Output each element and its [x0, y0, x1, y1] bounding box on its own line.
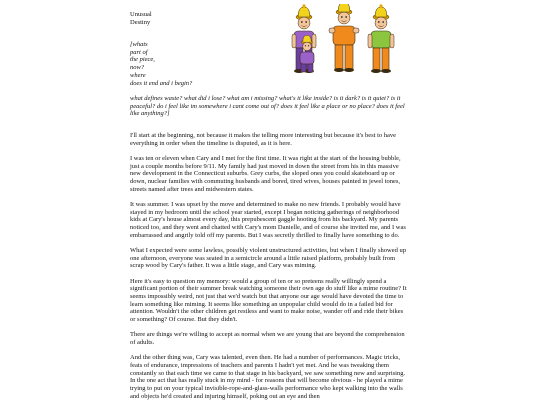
story-paragraph: I was ten or eleven when Cary and I met for the first time. It was right at the start of the housing bubble, just a couple months before 9/11. My family had just moved in down the street from his in this massive new development in the Connecticut suburbs. Grey curbs, the sloped ones you could skateboard up or down, nuclear families with commuting husbands and bored, tired wives, houses painted in jewel tones, streets named after trees and midwestern states. [130, 154, 401, 193]
mime-figure-right [368, 4, 394, 73]
story-page [130, 11, 410, 400]
verse-line: now? [130, 64, 145, 72]
verse-line: does it end and i begin? [130, 79, 193, 87]
verse-block [130, 41, 192, 87]
story-paragraph: Here it's easy to question my memory: would a group of ten or so preteens really willingly spend a significant portion of their summer break watching someone their own age do stuff like a mime routine? It seems impossibly weird, not just that we'd watch but that anyone our age would have devoted the time to learn something like miming. It seems like something an unpopular child would do in a failed bid for attention. Wouldn't the other children get restless and want to make noise, wander off and ride their bikes or something? Of course. But they didn't. [130, 277, 407, 324]
title-line-1: Unusual [130, 11, 152, 18]
cartoon-mimes-group-illustration [282, 4, 408, 76]
story-title [130, 11, 152, 26]
intro-questions: what defines waste? what did i lose? what am i missing? what's it like inside? is it dark? is it quiet? is it peaceful? do i feel like im somewhere i cant come out of? does it feel like a place or no place? does it feel like anything?] [130, 95, 405, 118]
story-paragraph: I'll start at the beginning, not because it makes the telling more interesting but because it's best to have everything in order when the timeline is disputed, as it is here. [130, 132, 397, 147]
story-paragraph: It was summer. I was upset by the move and determined to make no new friends. I probably would have stayed in my bedroom until the school year started, except I began noticing gatherings of neighborhood kids at Cary's house almost every day, this prepubescent gaggle hooting from his backyard. My parents noticed too, and they went and chatted with Cary's mom Danielle, and of course she invited me, and I was embarrassed and angrily told off my parents. But I was secretly thrilled to finally have something to do. [130, 200, 406, 239]
verse-line: where [130, 71, 146, 79]
story-paragraph: What I expected were some lawless, possibly violent unstructured activities, but when I finally showed up one afternoon, everyone was seated in a semicircle around a little raised platform, probably built from scrap wood by Cary's father. It was a little stage, and Cary was miming. [130, 246, 406, 270]
story-paragraph: And the other thing was, Cary was talented, even then. He had a number of performances. Magic tricks, feats of endurance, impressions of teachers and parents I hadn't yet met. And he was tweaking them constantly so that each time we came to that stage in his backyard, we saw something new and surprising. In the one act that has really stuck in my mind - for reasons that will become obvious - he played a mime trying to put on your typical invisible-rope-and-glass-walls performance who kept walking into the walls and objects he'd created and injuring himself, poking out an eye and then [130, 354, 406, 400]
page-header [130, 11, 410, 118]
verse-line: the piece, [130, 56, 155, 64]
story-body [130, 132, 410, 408]
mime-figure-center [329, 4, 359, 72]
story-paragraph: There are things we're willing to accept as normal when we are young that are beyond the comprehension of adults. [130, 331, 405, 346]
title-line-2: Destiny [130, 18, 151, 26]
verse-line: part of [130, 48, 148, 56]
verse-line: [whats [130, 41, 148, 48]
